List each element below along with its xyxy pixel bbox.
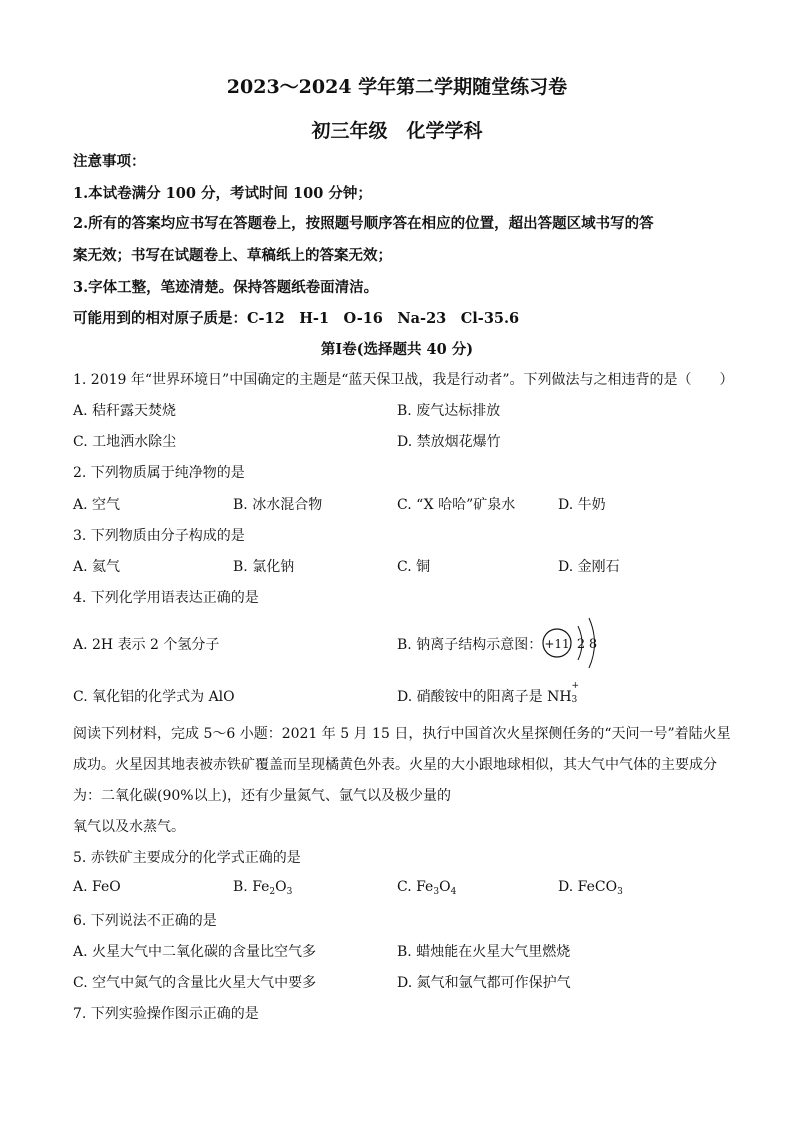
q2-option-b: B. 冰水混合物	[233, 497, 323, 513]
q1-option-b: B. 废气达标排放	[397, 403, 501, 419]
q5-option-b: B. $Fe_2O_3$	[233, 879, 293, 897]
q2-option-d: D. 牛奶	[558, 497, 606, 513]
q3-option-a: A. 氦气	[73, 559, 121, 575]
q4-option-d: D. 硝酸铵中的阳离子是 NH + 3	[397, 681, 580, 705]
passage-line: 阅读下列材料，完成 5～6 小题：2021 年 5 月 15 日，执行中国首次火星探侧任务的“天问一号”着陆火星	[73, 726, 731, 742]
shell-2-electrons: 8	[588, 637, 598, 652]
q4-option-c: C. 氧化铝的化学式为 AlO	[73, 689, 235, 705]
q5-option-a: A. FeO	[73, 879, 121, 895]
question-stem-2: 2. 下列物质属于纯净物的是	[73, 465, 245, 481]
passage-line: 氧气以及水蒸气。	[73, 819, 185, 835]
question-stem-5: 5. 赤铁矿主要成分的化学式正确的是	[73, 850, 301, 866]
note-item: 3.字体工整，笔迹清楚。保持答题纸卷面清洁。	[73, 279, 379, 296]
passage-line: 为：二氧化碳(90%以上)，还有少量氮气、氩气以及极少量的	[73, 788, 452, 804]
notes-heading: 注意事项：	[73, 153, 146, 170]
q4-option-a: A. 2H 表示 2 个氢分子	[73, 637, 220, 653]
q3-option-d: D. 金刚石	[558, 559, 620, 575]
exam-subtitle: 初三年级 化学学科	[311, 120, 483, 142]
q4-option-b: B. 钠离子结构示意图：	[397, 637, 543, 653]
passage-line: 成功。火星因其地表被赤铁矿覆盖而呈现橘黄色外表。火星的大小跟地球相似，其大气中气体的主要成分	[73, 757, 717, 773]
question-stem-7: 7. 下列实验操作图示正确的是	[73, 1006, 259, 1022]
note-item: 1.本试卷满分 100 分，考试时间 100 分钟；	[73, 185, 372, 202]
q2-option-c: C. “X 哈哈”矿泉水	[397, 497, 516, 513]
q6-option-b: B. 蜡烛能在火星大气里燃烧	[397, 944, 571, 960]
q6-option-c: C. 空气中氮气的含量比火星大气中要多	[73, 975, 317, 991]
q6-option-d: D. 氮气和氩气都可作保护气	[397, 975, 571, 991]
note-item: 案无效；书写在试题卷上、草稿纸上的答案无效；	[73, 247, 392, 264]
q3-option-c: C. 铜	[397, 559, 431, 575]
exam-title: 2023～2024 学年第二学期随堂练习卷	[226, 76, 568, 98]
q5-option-d: D. FeCO$_3$	[558, 879, 623, 897]
shell-1-electrons: 2	[576, 637, 586, 652]
note-item: 2.所有的答案均应书写在答题卷上，按照题号顺序答在相应的位置，超出答题区域书写的答	[73, 215, 654, 232]
section-title: 第Ⅰ卷(选择题共 40 分)	[320, 341, 474, 358]
nucleus-charge: +11	[544, 637, 570, 651]
q2-option-a: A. 空气	[73, 497, 121, 513]
sodium-ion-diagram	[540, 612, 606, 674]
question-stem-3: 3. 下列物质由分子构成的是	[73, 528, 245, 544]
q1-option-d: D. 禁放烟花爆竹	[397, 434, 501, 450]
q1-option-a: A. 秸秆露天焚烧	[73, 403, 177, 419]
question-stem-6: 6. 下列说法不正确的是	[73, 913, 217, 929]
q6-option-a: A. 火星大气中二氧化碳的含量比空气多	[73, 944, 317, 960]
q1-option-c: C. 工地洒水除尘	[73, 434, 177, 450]
atomic-masses: 可能用到的相对原子质是：C-12 H-1 O-16 Na-23 Cl-35.6	[73, 310, 520, 327]
q3-option-b: B. 氯化钠	[233, 559, 295, 575]
q5-option-c: C. $Fe_3O_4$	[397, 879, 457, 897]
question-stem-4: 4. 下列化学用语表达正确的是	[73, 590, 259, 606]
question-stem-1: 1. 2019 年“世界环境日”中国确定的主题是“蓝天保卫战，我是行动者”。下列做法与之相违背的是（ ）	[73, 372, 734, 388]
